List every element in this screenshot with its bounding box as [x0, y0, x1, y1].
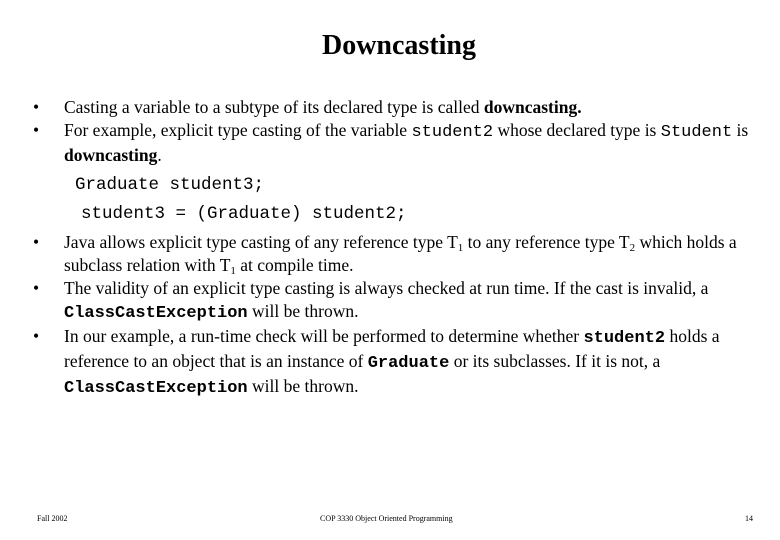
bullet-text: In our example, a run-time check will be performed to determine whether	[64, 326, 584, 346]
bullet-text: or its subclasses. If it is not, a	[449, 351, 661, 371]
bullet-text: holds a reference to an object that is an instance of	[64, 326, 720, 371]
inline-code: student2	[583, 329, 666, 348]
subscript: 1	[457, 242, 464, 254]
footer-date: Fall 2002	[37, 514, 68, 523]
bullet-text: .	[157, 145, 162, 165]
slide-title: Downcasting	[321, 30, 476, 61]
bullet-item-3	[33, 231, 768, 277]
bullet-item-4	[33, 277, 768, 325]
bullet-text: For example, explicit type casting of the variable	[64, 120, 412, 140]
bullet-glyph: •	[33, 97, 40, 117]
inline-code: ClassCastException	[64, 379, 248, 398]
inline-code: student2	[411, 123, 494, 142]
bullet-text: will be thrown.	[247, 301, 359, 321]
bullet-item-2	[33, 119, 768, 167]
bullet-bold-term: downcasting	[64, 145, 158, 165]
bullet-text: at compile time.	[235, 255, 354, 275]
bullet-glyph: •	[33, 232, 40, 252]
inline-code: ClassCastException	[64, 304, 248, 323]
bullet-text: will be thrown.	[247, 376, 359, 396]
bullet-glyph: •	[33, 120, 40, 140]
subscript: 1	[230, 265, 236, 277]
code-line-1: Graduate student3;	[75, 175, 265, 195]
bullet-text: to any reference type T	[463, 232, 630, 252]
bullet-list	[33, 96, 768, 400]
footer-course: COP 3330 Object Oriented Programming	[320, 514, 453, 523]
footer-page-number: 14	[745, 514, 753, 523]
bullet-item-1	[33, 96, 768, 119]
bullet-text: Casting a variable to a subtype of its declared type is called	[64, 97, 484, 117]
inline-code: Graduate	[367, 354, 450, 373]
inline-code: Student	[660, 123, 733, 142]
subscript: 2	[629, 242, 636, 254]
bullet-item-5	[33, 325, 768, 400]
bullet-glyph: •	[33, 278, 40, 298]
bullet-bold-term: downcasting.	[483, 97, 582, 117]
bullet-text: which holds a subclass relation with T	[64, 232, 737, 275]
bullet-text: The validity of an explicit type casting is always checked at run time. If the cast is invalid, a	[64, 278, 709, 298]
bullet-text: is	[732, 120, 749, 140]
code-line-2: student3 = (Graduate) student2;	[81, 204, 407, 224]
bullet-text: whose declared type is	[493, 120, 661, 140]
bullet-glyph: •	[33, 326, 40, 346]
bullet-text: Java allows explicit type casting of any reference type T	[64, 232, 458, 252]
